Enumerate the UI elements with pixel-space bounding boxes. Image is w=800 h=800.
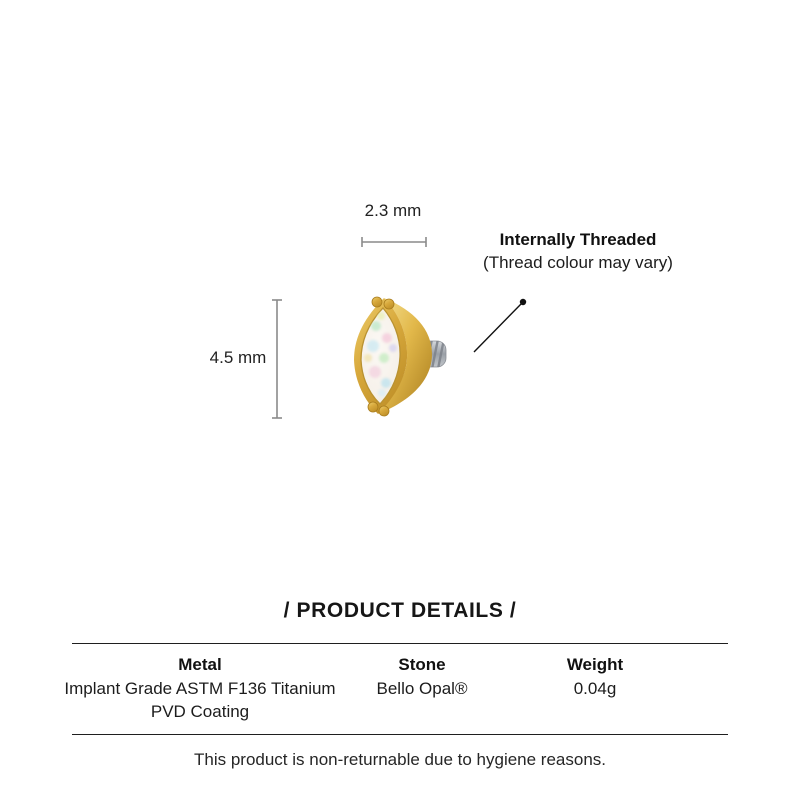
pointer-dot-icon [520, 299, 526, 305]
spec-value-weight: 0.04g [573, 679, 617, 698]
spec-table [64, 643, 728, 735]
height-measure-label: 4.5 mm [209, 348, 267, 367]
spec-value-metal-line1: Implant Grade ASTM F136 Titanium [64, 679, 336, 698]
thread-annotation-note: (Thread colour may vary) [483, 253, 673, 272]
thread-annotation-title: Internally Threaded [499, 230, 657, 249]
product-details-heading: / PRODUCT DETAILS / [283, 599, 517, 622]
spec-header-weight: Weight [566, 655, 624, 674]
spec-value-metal-line2: PVD Coating [150, 702, 250, 721]
prong-bottom-left-icon [368, 402, 378, 412]
spec-value-stone: Bello Opal® [376, 679, 468, 698]
height-measure-line [272, 300, 282, 418]
prong-top-right-icon [384, 299, 394, 309]
spec-column-weight [567, 653, 623, 700]
spec-header-stone: Stone [398, 655, 446, 674]
spec-column-metal [64, 653, 335, 723]
thread-pointer-line [474, 299, 526, 352]
width-measure-line [362, 237, 426, 247]
hygiene-note: This product is non-returnable due to hygiene reasons. [193, 750, 607, 769]
width-measure-label: 2.3 mm [364, 201, 422, 220]
prong-top-left-icon [372, 297, 382, 307]
prong-bottom-right-icon [379, 406, 389, 416]
product-image [340, 288, 460, 423]
spec-header-metal: Metal [178, 655, 222, 674]
spec-column-stone [377, 653, 468, 700]
